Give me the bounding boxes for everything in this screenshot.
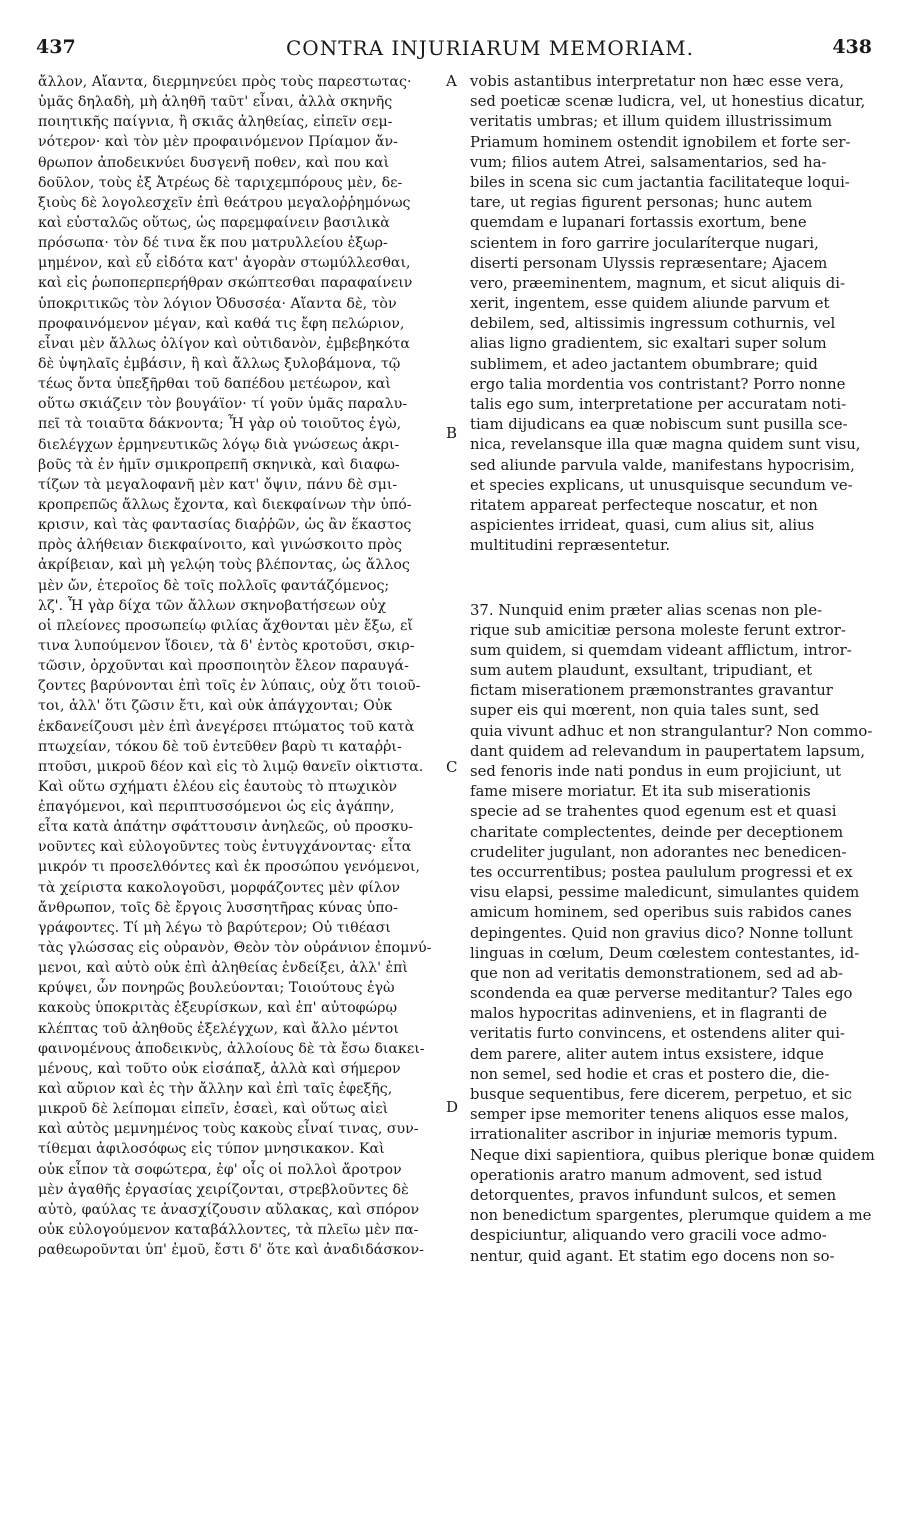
- text-line: ὑμᾶς δηλαδὴ, μὴ ἀληθῆ ταῦτ' εἶναι, ἀλλὰ σκηνῆς: [38, 94, 393, 111]
- text-line: Neque dixi sapientiora, quibus plerique bonæ quidem: [470, 1146, 875, 1164]
- text-line: sed aliunde parvula valde, manifestans hypocrisim,: [470, 456, 855, 474]
- text-line: operationis aratro manum admovent, sed istud: [470, 1166, 823, 1184]
- text-line: tes occurrentibus; postea paululum progressi et ex: [470, 863, 853, 881]
- text-line: aspicientes irrideat, quasi, cum alius sit, alius: [470, 517, 815, 535]
- text-line: κακοὺς ὑποκριτὰς ἐξευρίσκων, καὶ ἐπ' αὐτοφώρῳ: [38, 1000, 398, 1017]
- text-line: ὑποκριτικῶς τὸν λόγιον Ὀδυσσέα· Αἴαντα δὲ, τὸν: [38, 295, 397, 312]
- text-line: ἄνθρωπον, τοῖς δὲ ἔργοις λυσσητῆρας κύνας ὑπο-: [38, 899, 398, 916]
- text-line: semper ipse memoriter tenens aliquos esse malos,: [470, 1106, 850, 1124]
- text-line: ἄλλον, Αἴαντα, διερμηνεύει πρὸς τοὺς παρεστωτας·: [38, 74, 412, 90]
- text-line: ergo talia mordentia vos contristant? Porro nonne: [470, 375, 846, 393]
- text-line: Καὶ οὕτω σχήματι ἐλέου εἰς ἑαυτοὺς τὸ πτωχικὸν: [38, 778, 397, 795]
- text-line: Priamum hominem ostendit ignobilem et forte ser-: [470, 133, 851, 151]
- text-line: προφαινόμενον μέγαν, καὶ καθά τις ἔφη πελώριον,: [38, 315, 405, 332]
- text-line: τινα λυπούμενον ἴδοιεν, τὰ δ' ἐντὸς κροτοῦσι, σκιρ-: [38, 637, 415, 654]
- text-line: detorquentes, pravos infundunt sulcos, et semen: [470, 1186, 837, 1204]
- text-line: πτοῦσι, μικροῦ δέον καὶ εἰς τὸ λιμῷ θανεῖν οἰκτιστα.: [38, 758, 424, 775]
- text-line: vero, præeminentem, magnum, et sicut aliquis di-: [470, 274, 845, 292]
- text-line: charitate complectentes, deinde per deceptionem: [470, 823, 844, 841]
- text-line: φαινομένους ἀποδεικνὺς, ἀλλοίους δὲ τὰ ἔσω διακει-: [38, 1040, 425, 1057]
- text-line: specie ad se trahentes quod egenum est et quasi: [470, 803, 837, 821]
- margin-letter-d: D: [446, 1098, 459, 1116]
- text-line: xerit, ingentem, esse quidem aliunde parvum et: [470, 295, 830, 313]
- text-line: non benedictum spargentes, plerumque quidem a me: [470, 1207, 872, 1225]
- text-line: βοῦς τὰ ἐν ἡμῖν σμικροπρεπῆ σκηνικὰ, καὶ διαφω-: [38, 456, 400, 473]
- text-line: scientem in foro garrire jocularíterque nugari,: [470, 234, 819, 252]
- page-number-right: 438: [832, 36, 872, 58]
- text-line: ἐκδανείζουσι μὲν ἐπὶ ἀνεγέρσει πτώματος τοῦ κατὰ: [38, 718, 415, 735]
- text-line: εἶναι μὲν ἄλλως ὀλίγον καὶ οὐτιδανὸν, ἐμβεβηκότα: [38, 335, 410, 352]
- text-line: crudeliter jugulant, non adorantes nec benedicen-: [470, 843, 847, 861]
- text-line: μικροῦ δὲ λείπομαι εἰπεῖν, ἐσαεὶ, καὶ οὕτως αἰεὶ: [38, 1101, 389, 1118]
- text-line: καὶ αὔριον καὶ ἐς τὴν ἄλλην καὶ ἐπὶ ταῖς ἐφεξῆς,: [38, 1081, 393, 1098]
- text-line: καὶ αὐτὸς μεμνημένος τοὺς κακοὺς εἶναί τινας, συν-: [38, 1121, 419, 1138]
- text-line: nentur, quid agant. Et statim ego docens non so-: [470, 1247, 835, 1265]
- text-line: οἱ πλείονες προσωπείῳ φιλίας ἄχθονται μὲν ἔξω, εἴ: [38, 617, 413, 634]
- text-line: ritatem appareat perfecteque noscatur, et non: [470, 496, 818, 514]
- text-line: vobis astantibus interpretatur non hæc esse vera,: [470, 73, 845, 90]
- text-line: dant quidem ad relevandum in paupertatem lapsum,: [470, 742, 866, 760]
- text-line: νοῦντες καὶ εὐλογοῦντες τοὺς ἐντυγχάνοντας· εἶτα: [38, 839, 412, 856]
- text-line: alias ligno gradientem, sic exaltari super solum: [470, 335, 827, 353]
- text-line: τίθεμαι ἀφιλοσόφως εἰς τύπον μνησικακον. Καὶ: [38, 1141, 385, 1158]
- text-line: ἀκρίβειαν, καὶ μὴ γελῴη τοὺς βλέποντας, ὡς ἄλλος: [38, 557, 410, 574]
- text-line: πεῖ τὰ τοιαῦτα δάκνοντα; Ἦ γὰρ οὐ τοιοῦτος ἐγὼ,: [38, 416, 402, 433]
- text-line: 37. Nunquid enim præter alias scenas non ple-: [470, 601, 823, 619]
- text-line: sublimem, et adeo jactantem obumbrare; quid: [470, 355, 818, 373]
- text-line: νότερον· καὶ τὸν μὲν προφαινόμενον Πρίαμον ἄν-: [38, 134, 398, 151]
- text-line: πρόσωπα· τὸν δέ τινα ἔκ που ματρυλλείου ἐξωρ-: [38, 235, 388, 252]
- text-line: κροπρεπῶς ἄλλως ἔχοντα, καὶ διεκφαίνων τὴν ὑπό-: [38, 496, 412, 513]
- text-line: veritatis umbras; et illum quidem illustrissimum: [470, 113, 833, 131]
- text-line: depingentes. Quid non gravius dico? Nonne tollunt: [470, 924, 853, 942]
- text-line: τίζων τὰ μεγαλοφανῆ μὲν κατ' ὄψιν, πάνυ δὲ σμι-: [38, 476, 398, 493]
- text-line: amicum hominem, sed operibus suis rabidos canes: [470, 904, 852, 922]
- text-line: ποιητικῆς παίγνια, ἢ σκιᾶς ἀληθείας, εἰπεῖν σεμ-: [38, 114, 393, 131]
- text-line: scondenda ea quæ perverse meditantur? Tales ego: [470, 985, 853, 1003]
- text-line: que non ad veritatis demonstrationem, sed ad ab-: [470, 964, 844, 982]
- text-line: οὕτω σκιάζειν τὸν βουγάϊον· τί γοῦν ὑμᾶς παραλυ-: [38, 396, 408, 413]
- text-line: non semel, sed hodie et cras et postero die, die-: [470, 1065, 830, 1083]
- text-line: τῶσιν, ὀρχοῦνται καὶ προσποιητὸν ἔλεον παραυγά-: [38, 658, 409, 675]
- text-line: καὶ εὐσταλῶς οὕτως, ὡς παρεμφαίνειν βασιλικὰ: [38, 214, 390, 231]
- text-line: nica, revelansque illa quæ magna quidem sunt visu,: [470, 436, 861, 454]
- text-line: tiam dijudicans ea quæ nobiscum sunt pusilla sce-: [470, 416, 848, 434]
- text-line: sed poeticæ scenæ ludicra, vel, ut honestius dicatur,: [470, 93, 866, 111]
- text-line: κλέπτας τοῦ ἀληθοῦς ἐξελέγχων, καὶ ἄλλο μέντοι: [38, 1020, 399, 1037]
- text-line: τέως ὄντα ὑπεξῆρθαι τοῦ δαπέδου μετέωρον, καὶ: [38, 376, 391, 393]
- text-line: ζοντες βαρύνονται ἐπὶ τοῖς ἐν λύπαις, οὐχ ὅτι τοιοῦ-: [38, 678, 421, 695]
- greek-text-column: [38, 72, 448, 1260]
- text-line: malos hypocritas adinveniens, et in flagranti de: [470, 1005, 828, 1023]
- margin-letter-b: B: [446, 424, 458, 442]
- margin-letter-c: C: [446, 758, 458, 776]
- text-line: diserti personam Ulyssis repræsentare; Ajacem: [470, 254, 828, 272]
- page-number-left: 437: [36, 36, 76, 58]
- text-line: quia vivunt adhuc et non strangulantur? Non commo-: [470, 722, 873, 740]
- running-title: CONTRA INJURIARUM MEMORIAM.: [286, 36, 695, 60]
- text-line: τοι, ἀλλ' ὅτι ζῶσιν ἔτι, καὶ οὐκ ἀπάγχονται; Οὐκ: [38, 698, 393, 715]
- text-line: visu elapsi, pessime maledicunt, simulantes quidem: [470, 884, 860, 902]
- text-line: κρισιν, καὶ τὰς φαντασίας διαῤῥῶν, ὡς ἂν ἕκαστος: [38, 517, 412, 534]
- paragraph-gap: [470, 557, 880, 601]
- text-line: biles in scena sic cum jactantia facilitateque loqui-: [470, 173, 850, 191]
- text-line: μὲν ἀγαθῆς ἐργασίας χειρίζονται, στρεβλοῦντες δὲ: [38, 1181, 409, 1198]
- text-line: μημένον, καὶ εὖ εἰδότα κατ' ἀγορὰν στωμύλλεσθαι,: [38, 255, 411, 272]
- text-line: τὰς γλώσσας εἰς οὐρανὸν, Θεὸν τὸν οὐράνιον ἐπομνύ-: [38, 940, 432, 957]
- text-line: et species explicans, ut unusquisque secundum ve-: [470, 476, 853, 494]
- text-line: πτωχείαν, τόκου δὲ τοῦ ἐντεῦθεν βαρὺ τι καταῤῥι-: [38, 738, 402, 755]
- text-line: μικρόν τι προσελθόντες καὶ ἐκ προσώπου γενόμενοι,: [38, 859, 420, 876]
- text-line: despiciuntur, aliquando vero gracili voce admo-: [470, 1227, 827, 1245]
- latin-text-column: [470, 72, 880, 1267]
- text-line: εἶτα κατὰ ἀπάτην σφάττουσιν ἀνηλεῶς, οὐ προσκυ-: [38, 819, 414, 836]
- text-line: rique sub amicitiæ persona moleste ferunt extror-: [470, 621, 846, 639]
- text-line: μένους, καὶ τοῦτο οὐκ εἰσάπαξ, ἀλλὰ καὶ σήμερον: [38, 1060, 401, 1077]
- text-line: τὰ χείριστα κακολογοῦσι, μορφάζοντες μὲν φίλον: [38, 879, 401, 896]
- text-line: μενοι, καὶ αὐτὸ οὐκ ἐπὶ ἀληθείας ἐνδείξει, ἀλλ' ἐπὶ: [38, 960, 408, 977]
- text-line: linguas in cœlum, Deum cœlestem contestantes, id-: [470, 944, 860, 962]
- text-line: talis ego sum, interpretatione per accuratam noti-: [470, 396, 847, 413]
- text-line: dem parere, aliter autem intus exsistere, idque: [470, 1045, 824, 1063]
- text-line: fictam miserationem præmonstrantes gravantur: [470, 682, 833, 700]
- text-line: ραθεωροῦνται ὑπ' ἐμοῦ, ἔστι δ' ὅτε καὶ ἀναδιδάσκον-: [38, 1242, 424, 1259]
- text-line: δὲ ὑψηλαῖς ἐμβάσιν, ἢ καὶ ἄλλως ξυλοβάμονα, τῷ: [38, 355, 401, 372]
- text-line: θρωπον ἀποδεικνύει δυσγενῆ ποθεν, καὶ που καὶ: [38, 154, 390, 171]
- text-line: λζ'. Ἦ γὰρ δίχα τῶν ἄλλων σκηνοβατήσεων οὐχ: [38, 597, 387, 614]
- text-line: αὐτὸ, φαύλας τε ἀνασχίζουσιν αὔλακας, καὶ σπόρον: [38, 1201, 420, 1218]
- text-line: κρύψει, ὧν πονηρῶς βουλεύονται; Τοιούτους ἐγὼ: [38, 980, 395, 997]
- text-line: καὶ εἰς ῥωποπερπερήθραν σκώπτεσθαι παραφαίνειν: [38, 275, 413, 292]
- text-line: ξιοὺς δὲ λογολεσχεῖν ἐπὶ θεάτρου μεγαλοῤῥημόνως: [38, 194, 411, 211]
- text-line: sum autem plaudunt, exsultant, tripudiant, et: [470, 662, 813, 680]
- text-line: διελέγχων ἑρμηνευτικῶς λόγῳ διὰ γνώσεως ἀκρι-: [38, 436, 400, 453]
- text-line: multitudini repræsentetur.: [470, 537, 671, 555]
- text-line: μὲν ὤν, ἑτεροῖος δὲ τοῖς πολλοῖς φαντάζόμενος;: [38, 577, 390, 594]
- text-line: sed fenoris inde nati pondus in eum projiciunt, ut: [470, 763, 842, 780]
- text-line: οὐκ εἶπον τὰ σοφώτερα, ἐφ' οἷς οἱ πολλοὶ ἄροτρον: [38, 1161, 402, 1178]
- text-line: quemdam e lupanari fortassis exortum, bene: [470, 214, 807, 232]
- page-header: [36, 36, 872, 68]
- text-line: super eis qui mœrent, non quia tales sunt, sed: [470, 702, 820, 720]
- text-line: fame misere moriatur. Et ita sub miserationis: [470, 783, 811, 801]
- text-line: debilem, sed, altissimis ingressum cothurnis, vel: [470, 315, 836, 333]
- text-line: ἐπαγόμενοι, καὶ περιπτυσσόμενοι ὡς εἰς ἀγάπην,: [38, 799, 395, 816]
- text-line: vum; filios autem Atrei, salsamentarios, sed ha-: [470, 153, 827, 171]
- text-line: γράφοντες. Τί μὴ λέγω τὸ βαρύτερον; Οὐ τιθέασι: [38, 919, 391, 936]
- text-line: veritatis furto convincens, et ostendens aliter qui-: [470, 1025, 845, 1043]
- text-line: δοῦλον, τοὺς ἐξ Ἀτρέως δὲ ταριχεμπόρους μὲν, δε-: [38, 174, 403, 191]
- text-line: sum quidem, si quemdam videant afflictum, intror-: [470, 641, 852, 659]
- margin-letter-a: A: [446, 72, 457, 90]
- text-line: οὐκ εὐλογούμενον καταβάλλοντες, τὰ πλεῖω μὲν πα-: [38, 1222, 419, 1239]
- text-line: busque sequentibus, fere dicerem, perpetuo, et sic: [470, 1086, 853, 1103]
- text-line: irrationaliter ascribor in injuriæ memoris typum.: [470, 1126, 838, 1144]
- text-line: tare, ut regias figurent personas; hunc autem: [470, 194, 813, 212]
- text-line: πρὸς ἀλήθειαν διεκφαίνοιτο, καὶ γινώσκοιτο πρὸς: [38, 537, 402, 554]
